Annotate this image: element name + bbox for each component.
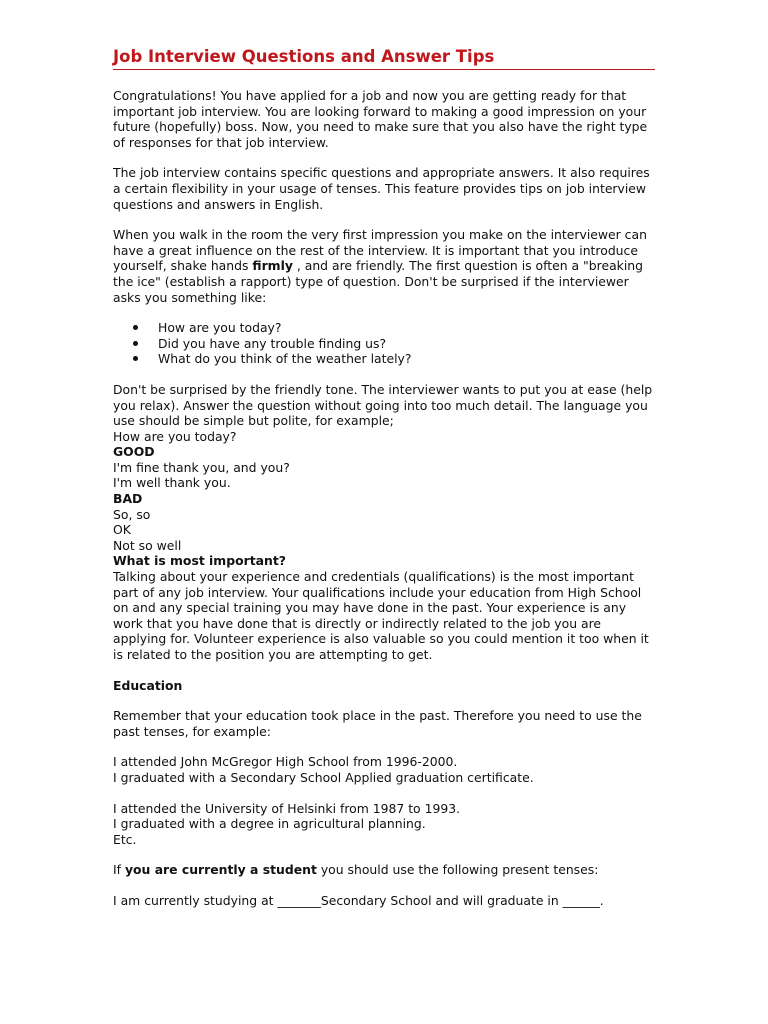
list-item	[158, 351, 658, 367]
list-item-text: What do you think of the weather lately?	[158, 351, 412, 367]
good-answer: I'm fine thank you, and you?	[113, 459, 290, 475]
important-heading: What is most important?	[113, 553, 286, 569]
bullet-icon	[133, 325, 138, 330]
education-heading: Education	[113, 677, 183, 693]
list-item	[158, 336, 658, 352]
icebreaker-question-list	[113, 320, 658, 367]
example-question: How are you today?	[113, 428, 237, 444]
student-example: I am currently studying at _______Secondary School and will graduate in ______.	[113, 892, 604, 908]
bullet-icon	[133, 341, 138, 346]
student-text-start: If	[113, 862, 125, 878]
intro-paragraph-3	[113, 227, 658, 305]
list-item-text: How are you today?	[158, 320, 282, 336]
example-line: I attended John McGregor High School from 1996-2000.	[113, 754, 458, 770]
education-paragraph: Remember that your education took place in the past. Therefore you need to use the past tenses, for example:	[113, 708, 642, 739]
student-text-end: you should use the following present tenses:	[316, 862, 599, 878]
bad-answer: So, so	[113, 506, 151, 522]
firmly-emphasis: firmly	[252, 258, 293, 274]
bad-label: BAD	[113, 491, 143, 507]
example-line: Etc.	[113, 831, 137, 847]
good-answer: I'm well thank you.	[113, 475, 231, 491]
document-body	[113, 88, 658, 909]
example-line: I graduated with a Secondary School Applied graduation certificate.	[113, 769, 534, 785]
good-label: GOOD	[113, 444, 155, 460]
tone-paragraph: Don't be surprised by the friendly tone. The interviewer wants to put you at ease (help you relax). Answer the question without going into too much detail. The language you use should be simple but polite, for example;	[113, 381, 653, 429]
bullet-icon	[133, 356, 138, 361]
intro-paragraph-2: The job interview contains specific questions and appropriate answers. It also requires a certain flexibility in your usage of tenses. This feature provides tips on job interview questions and answers in English.	[113, 165, 650, 212]
list-item	[158, 320, 658, 336]
intro-paragraph-3-start: When you walk in the room the very first impression you make on the interviewer can have a great influence on the rest of the interview. It is important that you introduce yourself, shake hands	[113, 227, 647, 274]
example-line: I attended the University of Helsinki from 1987 to 1993.	[113, 800, 461, 816]
student-emphasis: you are currently a student	[124, 862, 317, 878]
intro-paragraph-3-end: , and are friendly. The first question is often a "breaking the ice" (establish a rapport) type of question. Don't be surprised if the interviewer asks you something like:	[113, 258, 643, 305]
bad-answer: OK	[113, 522, 131, 538]
bad-answer: Not so well	[113, 537, 182, 553]
page-title: Job Interview Questions and Answer Tips	[113, 46, 655, 70]
list-item-text: Did you have any trouble finding us?	[158, 335, 387, 351]
important-paragraph: Talking about your experience and credentials (qualifications) is the most important part of any job interview. Your qualifications include your education from High School on and any special training you may have done in the past. Your experience is any work that you have done that is directly or indirectly related to the job you are applying for. Volunteer experience is also valuable so you could mention it too when it is related to the position you are attempting to get.	[113, 569, 649, 662]
student-paragraph	[113, 862, 658, 878]
intro-paragraph-1: Congratulations! You have applied for a job and now you are getting ready for that important job interview. You are looking forward to making a good impression on your future (hopefully) boss. Now, you need to make sure that you also have the right type of responses for that job interview.	[113, 88, 648, 150]
example-line: I graduated with a degree in agricultural planning.	[113, 816, 426, 832]
